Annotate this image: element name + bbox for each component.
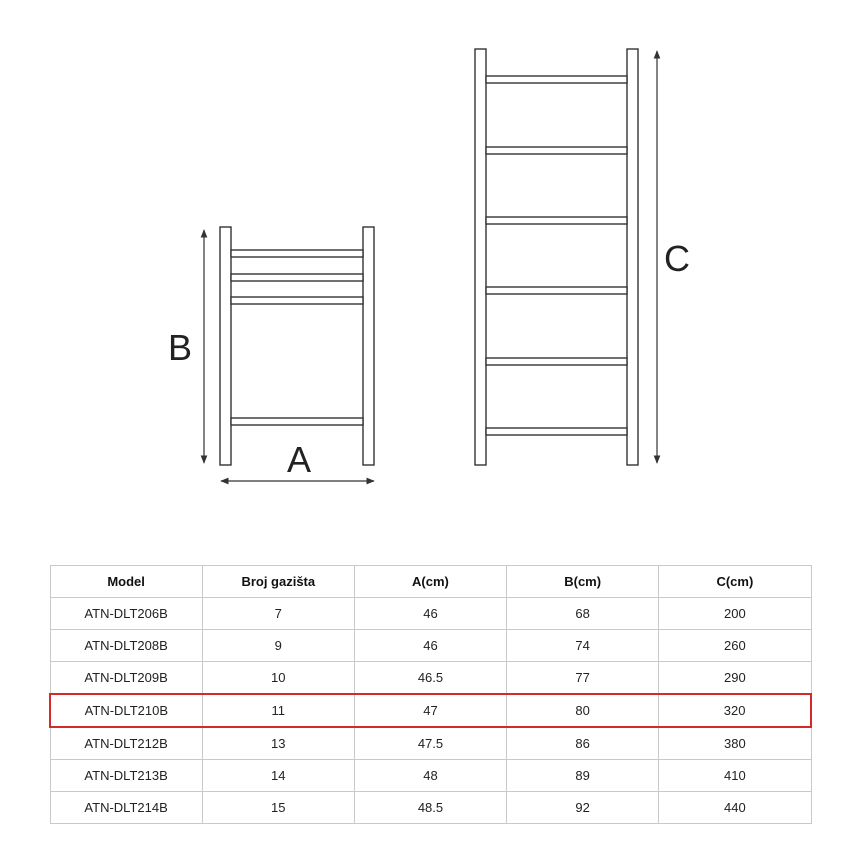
cell-b: 80 — [507, 694, 659, 727]
cell-steps: 15 — [202, 792, 354, 824]
table-row — [50, 792, 811, 824]
cell-a: 48.5 — [354, 792, 506, 824]
cell-model: ATN-DLT209B — [50, 662, 202, 695]
tall-ladder-rung — [486, 76, 627, 83]
cell-steps: 9 — [202, 630, 354, 662]
cell-c: 200 — [659, 598, 811, 630]
dimension-a-label: A — [287, 439, 312, 480]
tall-ladder-rung — [486, 358, 627, 365]
cell-steps: 11 — [202, 694, 354, 727]
table-row — [50, 630, 811, 662]
table-row — [50, 598, 811, 630]
cell-a: 48 — [354, 760, 506, 792]
cell-a: 46.5 — [354, 662, 506, 695]
cell-steps: 10 — [202, 662, 354, 695]
cell-model: ATN-DLT212B — [50, 727, 202, 760]
cell-a: 46 — [354, 630, 506, 662]
cell-c: 260 — [659, 630, 811, 662]
cell-steps: 14 — [202, 760, 354, 792]
cell-c: 380 — [659, 727, 811, 760]
tall-ladder-rung — [486, 147, 627, 154]
specification-table — [49, 565, 812, 824]
header-b-cm: B(cm) — [507, 566, 659, 598]
cell-model: ATN-DLT208B — [50, 630, 202, 662]
tall-ladder-left-rail — [475, 49, 486, 465]
cell-c: 410 — [659, 760, 811, 792]
small-ladder-rung — [231, 250, 363, 257]
cell-b: 68 — [507, 598, 659, 630]
header-a-cm: A(cm) — [354, 566, 506, 598]
small-ladder-rung — [231, 297, 363, 304]
cell-c: 440 — [659, 792, 811, 824]
tall-ladder — [475, 49, 638, 465]
table-row-highlighted — [50, 694, 811, 727]
cell-c: 290 — [659, 662, 811, 695]
table-row — [50, 760, 811, 792]
header-c-cm: C(cm) — [659, 566, 811, 598]
cell-b: 86 — [507, 727, 659, 760]
cell-model: ATN-DLT213B — [50, 760, 202, 792]
table-row — [50, 662, 811, 695]
small-ladder-rung — [231, 418, 363, 425]
small-ladder-right-rail — [363, 227, 374, 465]
cell-b: 77 — [507, 662, 659, 695]
tall-ladder-rung — [486, 217, 627, 224]
small-ladder — [220, 227, 374, 465]
tall-ladder-rung — [486, 287, 627, 294]
cell-a: 47 — [354, 694, 506, 727]
cell-steps: 7 — [202, 598, 354, 630]
cell-b: 89 — [507, 760, 659, 792]
small-ladder-rung — [231, 274, 363, 281]
tall-ladder-right-rail — [627, 49, 638, 465]
cell-a: 47.5 — [354, 727, 506, 760]
tall-ladder-rung — [486, 428, 627, 435]
cell-model: ATN-DLT206B — [50, 598, 202, 630]
header-step-count: Broj gazišta — [202, 566, 354, 598]
dimension-b-label: B — [168, 327, 193, 368]
cell-b: 74 — [507, 630, 659, 662]
table-header-row — [50, 566, 811, 598]
dimension-c-label: C — [664, 238, 690, 279]
small-ladder-left-rail — [220, 227, 231, 465]
cell-model: ATN-DLT210B — [50, 694, 202, 727]
cell-b: 92 — [507, 792, 659, 824]
table-row — [50, 727, 811, 760]
cell-c: 320 — [659, 694, 811, 727]
cell-a: 46 — [354, 598, 506, 630]
cell-model: ATN-DLT214B — [50, 792, 202, 824]
cell-steps: 13 — [202, 727, 354, 760]
header-model: Model — [50, 566, 202, 598]
